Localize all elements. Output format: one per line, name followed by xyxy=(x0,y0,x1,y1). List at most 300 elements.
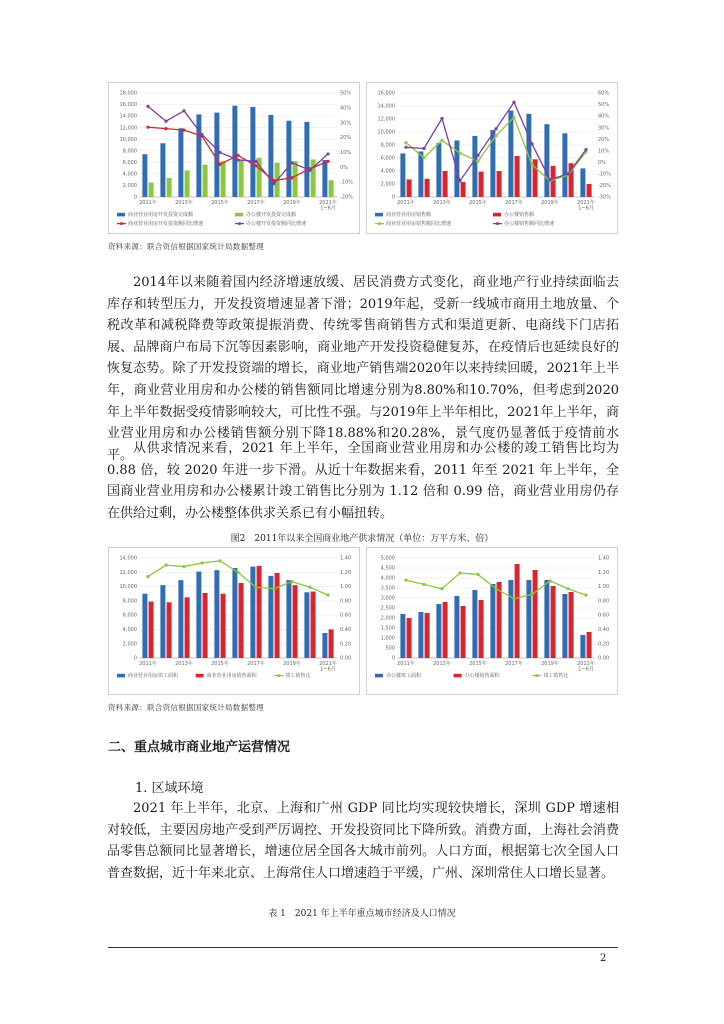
legend-swatch xyxy=(238,222,241,225)
legend-swatch xyxy=(454,674,462,678)
bar xyxy=(497,582,502,658)
y-tick-label: 18,000 xyxy=(119,90,137,97)
y2-tick-label: 1.00 xyxy=(598,584,610,591)
legend-label: 竣工销售比 xyxy=(543,673,569,679)
bar xyxy=(329,180,334,197)
x-tick-label xyxy=(433,199,451,206)
x-tick-label xyxy=(541,660,559,667)
x-tick-label xyxy=(433,660,451,667)
y2-tick-label: 40% xyxy=(598,113,610,120)
x-tick-label xyxy=(283,199,301,206)
y2-tick-label: 1.00 xyxy=(340,584,352,591)
line-point xyxy=(164,564,167,567)
line-point xyxy=(422,156,425,159)
bar xyxy=(311,592,316,658)
y2-tick-label: -10% xyxy=(340,179,353,186)
x-tick-label xyxy=(139,199,157,206)
bar xyxy=(562,133,567,197)
line-point xyxy=(218,151,221,154)
bar xyxy=(497,171,502,197)
y2-tick-label: 50% xyxy=(598,102,610,109)
fig1-chart-investment xyxy=(108,82,360,234)
bar xyxy=(142,594,147,658)
bar xyxy=(149,602,154,658)
legend-swatch xyxy=(117,674,125,678)
bar xyxy=(418,612,423,658)
bar xyxy=(178,580,183,658)
line-point xyxy=(404,579,407,582)
bar xyxy=(472,590,477,658)
bar xyxy=(185,170,190,197)
bar xyxy=(580,168,585,197)
line-point xyxy=(326,160,329,163)
line-point xyxy=(440,117,443,120)
x-tick-label xyxy=(469,199,487,206)
y-tick-label: 4,000 xyxy=(122,627,137,634)
y-tick-label: 14,000 xyxy=(119,113,137,120)
bar xyxy=(443,171,448,197)
bar xyxy=(257,566,262,658)
y2-tick-label: 0% xyxy=(340,164,348,171)
line-point xyxy=(494,134,497,137)
line-point xyxy=(584,594,587,597)
x-tick-label xyxy=(469,660,487,667)
line-point xyxy=(326,152,329,155)
y2-tick-label: 10% xyxy=(340,150,352,157)
bar xyxy=(203,593,208,658)
y-tick-label: 12,000 xyxy=(119,569,137,576)
fig2-chart-office xyxy=(366,547,618,695)
x-tick-label xyxy=(397,199,415,206)
x-tick-label xyxy=(175,660,193,667)
bar xyxy=(268,115,273,197)
legend-label: 办公楼开发投资额同比增速 xyxy=(246,221,307,227)
legend-swatch xyxy=(277,674,280,677)
bar xyxy=(178,128,183,197)
bar xyxy=(304,592,309,658)
y2-tick-label: 50% xyxy=(340,90,352,97)
line-point xyxy=(458,571,461,574)
line-point xyxy=(146,126,149,129)
series-line xyxy=(406,573,586,599)
y2-tick-label: 0.60 xyxy=(598,612,610,619)
y2-tick-label: 40% xyxy=(340,105,352,112)
line-point xyxy=(440,139,443,142)
bar xyxy=(286,121,291,197)
x-tick-label xyxy=(505,660,523,667)
y-tick-label: 10,000 xyxy=(119,584,137,591)
legend-swatch xyxy=(196,674,204,678)
line-point xyxy=(218,559,221,562)
line-point xyxy=(422,147,425,150)
y-tick-label: 3,000 xyxy=(380,595,395,602)
y-tick-label: 3,500 xyxy=(380,585,395,592)
fig2-chart-office-svg xyxy=(367,548,619,696)
y2-tick-label: -30% xyxy=(598,194,611,201)
legend-label: 商业营业用房销售额 xyxy=(386,212,432,218)
bar xyxy=(293,585,298,658)
line-point xyxy=(458,179,461,182)
line-point xyxy=(290,176,293,179)
legend-swatch xyxy=(493,213,501,217)
legend-label: 办公楼销售额同比增速 xyxy=(504,221,555,227)
line-point xyxy=(200,133,203,136)
line-point xyxy=(404,146,407,149)
legend-label: 办公楼开发投资完成额 xyxy=(246,212,297,218)
bar xyxy=(160,585,165,658)
x-tick-label-line: 2017年 xyxy=(505,661,523,667)
x-tick-label-line: 2021年 xyxy=(577,200,595,206)
fig2-chart-commercial xyxy=(108,547,360,695)
x-tick-label-line: 2021年 xyxy=(577,661,595,667)
bar xyxy=(562,594,567,658)
bar xyxy=(508,111,513,197)
bar xyxy=(508,580,513,658)
legend-label: 商业营业用房开发投资完成额 xyxy=(128,212,194,218)
x-tick-label xyxy=(211,660,229,667)
bar xyxy=(232,106,237,197)
y-tick-label: 0 xyxy=(133,194,137,201)
y2-tick-label: -20% xyxy=(598,183,611,190)
fig2-chart-commercial-svg xyxy=(109,548,361,696)
bar xyxy=(490,584,495,658)
bar xyxy=(167,602,172,658)
x-tick-label-line: 2015年 xyxy=(211,661,229,667)
bar xyxy=(286,580,291,658)
x-tick-label-line: 2011年 xyxy=(397,200,415,206)
bar xyxy=(322,633,327,658)
x-tick-label-line: 1~6月 xyxy=(578,666,594,673)
y-tick-label: 6,000 xyxy=(380,155,395,162)
legend-swatch xyxy=(378,222,381,225)
x-tick-label xyxy=(397,660,415,667)
footer-rule xyxy=(108,947,618,948)
line-point xyxy=(422,583,425,586)
y-tick-label: 0 xyxy=(391,194,395,201)
bar xyxy=(304,122,309,197)
x-tick-label xyxy=(247,660,265,667)
y2-tick-label: 1.20 xyxy=(340,569,352,576)
legend-swatch xyxy=(235,213,243,217)
y-tick-label: 6,000 xyxy=(122,159,137,166)
x-tick-label xyxy=(175,199,193,206)
line-point xyxy=(272,587,275,590)
bar xyxy=(569,592,574,658)
legend-label: 商业营业用房竣工面积 xyxy=(128,673,179,679)
line-point xyxy=(218,163,221,166)
bar xyxy=(544,124,549,197)
line-point xyxy=(236,571,239,574)
fig2-caption: 图2 2011年以来全国商业地产供求情况（单位：万平方米、倍） xyxy=(230,534,494,544)
bar xyxy=(185,597,190,658)
bar xyxy=(533,570,538,658)
line-point xyxy=(584,148,587,151)
y2-tick-label: 20% xyxy=(598,136,610,143)
line-point xyxy=(272,182,275,185)
bar xyxy=(454,596,459,658)
line-point xyxy=(164,120,167,123)
y-tick-label: 14,000 xyxy=(119,555,137,562)
line-point xyxy=(440,587,443,590)
bar xyxy=(544,580,549,658)
y-tick-label: 10,000 xyxy=(377,129,395,136)
series-line xyxy=(406,102,586,181)
x-tick-label-line: 2019年 xyxy=(541,200,559,206)
y-tick-label: 4,500 xyxy=(380,565,395,572)
legend-swatch xyxy=(496,222,499,225)
x-tick-label-line: 2019年 xyxy=(283,661,301,667)
bar xyxy=(142,154,147,197)
bar xyxy=(515,564,520,658)
y-tick-label: 1,000 xyxy=(380,635,395,642)
y2-tick-label: 0.00 xyxy=(340,655,352,662)
line-point xyxy=(200,561,203,564)
y-tick-label: 4,000 xyxy=(122,171,137,178)
bar xyxy=(436,143,441,197)
bar xyxy=(167,178,172,197)
y-tick-label: 16,000 xyxy=(377,90,395,97)
line-point xyxy=(512,101,515,104)
legend-swatch xyxy=(120,222,123,225)
line-point xyxy=(308,586,311,589)
y-tick-label: 500 xyxy=(385,645,395,652)
line-point xyxy=(476,160,479,163)
bar xyxy=(400,614,405,658)
fig1-chart-sales-svg xyxy=(367,83,619,235)
x-tick-label-line: 1~6月 xyxy=(320,666,336,673)
x-tick-label xyxy=(577,660,595,673)
bar xyxy=(436,604,441,658)
bar xyxy=(250,567,255,658)
y2-tick-label: 30% xyxy=(340,120,352,127)
y2-tick-label: 1.40 xyxy=(340,555,352,562)
x-tick-label-line: 2011年 xyxy=(139,661,157,667)
x-tick-label-line: 2013年 xyxy=(433,200,451,206)
bar xyxy=(425,613,430,658)
bar xyxy=(407,179,412,197)
bar xyxy=(239,159,244,197)
y-tick-label: 2,000 xyxy=(122,183,137,190)
y-tick-label: 8,000 xyxy=(122,598,137,605)
line-point xyxy=(458,151,461,154)
legend-swatch xyxy=(117,213,125,217)
line-point xyxy=(404,141,407,144)
fig2-source: 资料来源：联合资信根据国家统计局数据整理 xyxy=(108,703,264,712)
bar xyxy=(515,156,520,197)
line-point xyxy=(512,116,515,119)
y-tick-label: 12,000 xyxy=(119,125,137,132)
bar xyxy=(214,570,219,658)
paragraph-regional-environment: 2021 年上半年，北京、上海和广州 GDP 同比均实现较快增长，深圳 GDP 增速相对较低，主要因房地产受到严厉调控、开发投资同比下降所致。消费方面，上海社会消费品零售总额同比显著增长，增速位居全国各大城市前列。人口方面，根据第七次全国人口普查数据，近十年来北京、上海常住人口增速趋于平缓，广州、深圳常住人口增长显著。 xyxy=(107,801,619,881)
x-tick-label xyxy=(139,660,157,667)
x-tick-label-line: 2021年 xyxy=(319,661,337,667)
bar xyxy=(587,184,592,197)
series-line xyxy=(148,106,328,183)
legend-label: 办公楼竣工面积 xyxy=(386,673,422,679)
y-tick-label: 4,000 xyxy=(380,575,395,582)
bar xyxy=(479,600,484,658)
line-point xyxy=(236,154,239,157)
legend-label: 办公楼销售额 xyxy=(504,212,535,218)
bar xyxy=(461,606,466,658)
line-point xyxy=(566,172,569,175)
bar xyxy=(580,635,585,658)
line-point xyxy=(254,164,257,167)
x-tick-label-line: 2017年 xyxy=(247,200,265,206)
x-tick-label-line: 2017年 xyxy=(247,661,265,667)
bar xyxy=(407,618,412,658)
bar xyxy=(239,583,244,658)
line-point xyxy=(164,127,167,130)
table1-caption: 表 1 2021 年上半年重点城市经济及人口情况 xyxy=(268,909,456,919)
x-tick-label-line: 1~6月 xyxy=(578,205,594,212)
x-tick-label-line: 2021年 xyxy=(319,200,337,206)
y-tick-label: 8,000 xyxy=(122,148,137,155)
legend-swatch xyxy=(535,674,538,677)
x-tick-label xyxy=(319,660,337,673)
paragraph-market-overview: 2014年以来随着国内经济增速放缓、居民消费方式变化，商业地产行业持续面临去库存和转型压力，开发投资增速显著下滑；2019年起，受新一线城市商用土地放量、个税改革和减税降费等政策提振消费、传统零售商销售方式和渠道更新、电商线下门店拓展、品牌商户布局下沉等因素影响，商业地产开发投资稳健复苏，在疫情后也延续良好的恢复态势。除了开发投资端的增长，商业地产销售端2020年以来持续回暖，2021年上半年，商业营业用房和办公楼的销售额同比增速分别为8.80%和10.70%，但考虑到2020年上半年数据受疫情影响较大，可比性不强。与2019年上半年相比，2021年上半年，商业营业用房和办公楼销售额分别下降18.88%和20.28%，景气度仍显著低于疫情前水平。 xyxy=(107,275,619,463)
subsection-title: 1. 区域环境 xyxy=(135,781,204,796)
y-tick-label: 0 xyxy=(133,655,137,662)
y2-tick-label: -10% xyxy=(598,171,611,178)
y2-tick-label: 1.40 xyxy=(598,555,610,562)
line-point xyxy=(530,163,533,166)
line-point xyxy=(182,109,185,112)
bar xyxy=(221,594,226,658)
bar xyxy=(472,136,477,197)
y2-tick-label: 60% xyxy=(598,90,610,97)
y2-tick-label: 20% xyxy=(340,135,352,142)
bar xyxy=(443,602,448,658)
bar xyxy=(329,629,334,658)
bar xyxy=(400,153,405,197)
x-tick-label-line: 2011年 xyxy=(397,661,415,667)
y2-tick-label: 0.60 xyxy=(340,612,352,619)
bar xyxy=(551,586,556,658)
y-tick-label: 2,000 xyxy=(122,641,137,648)
bar xyxy=(461,182,466,197)
bar xyxy=(250,107,255,197)
bar xyxy=(221,161,226,197)
y-tick-label: 0 xyxy=(391,655,395,662)
legend-label: 商业营业用房开发投资额同比增速 xyxy=(128,221,204,227)
bar xyxy=(479,172,484,197)
line-point xyxy=(182,565,185,568)
bar xyxy=(196,114,201,197)
y2-tick-label: 0.40 xyxy=(340,627,352,634)
y2-tick-label: 1.20 xyxy=(598,569,610,576)
line-point xyxy=(236,158,239,161)
line-point xyxy=(476,573,479,576)
y2-tick-label: 0.20 xyxy=(598,641,610,648)
page-number: 2 xyxy=(600,953,607,964)
y2-tick-label: 0% xyxy=(598,159,606,166)
y2-tick-label: 0.80 xyxy=(340,598,352,605)
line-point xyxy=(146,575,149,578)
legend-swatch xyxy=(375,213,383,217)
line-point xyxy=(182,129,185,132)
bar xyxy=(293,161,298,197)
x-tick-label xyxy=(247,199,265,206)
legend-swatch xyxy=(375,674,383,678)
line-point xyxy=(494,587,497,590)
x-tick-label-line: 2015年 xyxy=(469,200,487,206)
y2-tick-label: -20% xyxy=(340,194,353,201)
line-point xyxy=(530,593,533,596)
y-tick-label: 6,000 xyxy=(122,612,137,619)
line-point xyxy=(566,587,569,590)
bar xyxy=(196,572,201,658)
x-tick-label-line: 2017年 xyxy=(505,200,523,206)
x-tick-label-line: 2019年 xyxy=(283,200,301,206)
x-tick-label-line: 2015年 xyxy=(211,200,229,206)
y-tick-label: 2,000 xyxy=(380,181,395,188)
y2-tick-label: 0.20 xyxy=(340,641,352,648)
y-tick-label: 4,000 xyxy=(380,168,395,175)
bar xyxy=(203,165,208,197)
section-title: 二、重点城市商业地产运营情况 xyxy=(108,740,291,755)
bar xyxy=(275,573,280,658)
line-point xyxy=(326,594,329,597)
y-tick-label: 10,000 xyxy=(119,136,137,143)
line-point xyxy=(512,597,515,600)
fig1-chart-investment-svg xyxy=(109,83,361,235)
bar xyxy=(425,179,430,197)
y-tick-label: 2,500 xyxy=(380,605,395,612)
legend-label: 商业营业用房销售面积 xyxy=(206,673,257,679)
y2-tick-label: 0.80 xyxy=(598,598,610,605)
line-point xyxy=(146,105,149,108)
line-point xyxy=(548,579,551,582)
x-tick-label-line: 2013年 xyxy=(433,661,451,667)
x-tick-label-line: 1~6月 xyxy=(320,205,336,212)
line-point xyxy=(548,178,551,181)
x-tick-label-line: 2013年 xyxy=(175,661,193,667)
y-tick-label: 1,500 xyxy=(380,625,395,632)
bar xyxy=(526,580,531,658)
y-tick-label: 16,000 xyxy=(119,102,137,109)
bar xyxy=(214,113,219,197)
legend-label: 办公楼销售面积 xyxy=(464,673,500,679)
line-point xyxy=(254,586,257,589)
y-tick-label: 2,000 xyxy=(380,615,395,622)
x-tick-label-line: 2015年 xyxy=(469,661,487,667)
fig1-chart-sales xyxy=(366,82,618,234)
x-tick-label xyxy=(577,199,595,212)
x-tick-label-line: 2011年 xyxy=(139,200,157,206)
y-tick-label: 8,000 xyxy=(380,142,395,149)
line-point xyxy=(494,127,497,130)
x-tick-label-line: 2013年 xyxy=(175,200,193,206)
line-point xyxy=(530,142,533,145)
x-tick-label xyxy=(505,199,523,206)
line-point xyxy=(476,154,479,157)
bar xyxy=(587,632,592,658)
y2-tick-label: 30% xyxy=(598,125,610,132)
bar xyxy=(160,143,165,197)
y2-tick-label: 0.00 xyxy=(598,655,610,662)
series-line xyxy=(406,117,586,181)
y-tick-label: 12,000 xyxy=(377,116,395,123)
line-point xyxy=(254,160,257,163)
y-tick-label: 5,000 xyxy=(380,555,395,562)
series-line xyxy=(148,561,328,595)
bar xyxy=(322,160,327,197)
bar xyxy=(232,568,237,658)
x-tick-label-line: 2019年 xyxy=(541,661,559,667)
x-tick-label xyxy=(283,660,301,667)
legend-label: 商业营业用房销售额同比增速 xyxy=(386,221,452,227)
